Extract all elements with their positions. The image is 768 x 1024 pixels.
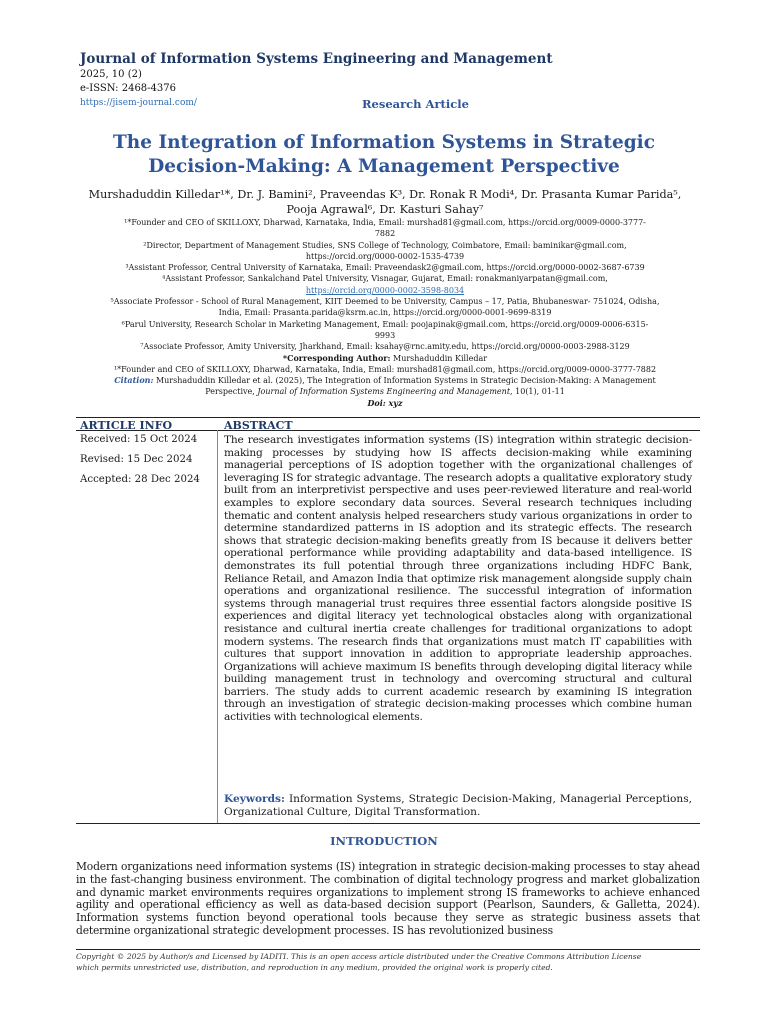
author-line: Murshaduddin Killedar¹*, Dr. J. Bamini², Praveendas K³, Dr. Ronak R Modi⁴, Dr. Prasanta Kumar Parida⁵,: [88, 188, 682, 201]
author-list: [80, 187, 690, 217]
article-info-heading: ARTICLE INFO: [80, 419, 173, 432]
affiliation-line: https://orcid.org/0000-0002-1535-4739: [305, 251, 465, 261]
footer-line: which permits unrestricted use, distribution, and reproduction in any medium, provided the original work is properly cited.: [76, 963, 553, 972]
accepted-date: Accepted: 28 Dec 2024: [80, 474, 200, 485]
affiliation-line: ⁵Associate Professor - School of Rural Management, KIIT Deemed to be University, Campus – 17, Patia, Bhubaneswar- 751024, Odisha,: [110, 297, 660, 307]
keywords-label: Keywords:: [224, 793, 285, 805]
affiliation-line: ²Director, Department of Management Studies, SNS College of Technology, Coimbatore, Email: baminikar@gmail.com,: [143, 240, 627, 250]
column-divider: [217, 430, 218, 823]
affiliation-line: ¹*Founder and CEO of SKILLOXY, Dharwad, Karnataka, India, Email: murshad81@gmail.com, https://orcid.org/0009-0000-3777-: [124, 218, 646, 227]
corresponding-label: *Corresponding Author:: [282, 352, 391, 363]
citation: [70, 375, 700, 386]
keywords-text: Information Systems, Strategic Decision-Making, Managerial Perceptions, Organizational Culture, Digital Transformation.: [224, 793, 692, 818]
affiliation-line: 7882: [374, 229, 396, 239]
corresponding-name: Murshaduddin Killedar: [390, 353, 488, 363]
citation-text: Perspective,: [205, 387, 258, 397]
orcid-link[interactable]: https://orcid.org/0000-0002-3598-8034: [305, 285, 465, 295]
journal-name: Journal of Information Systems Engineering and Management: [80, 51, 553, 67]
introduction-heading: INTRODUCTION: [330, 834, 438, 848]
introduction-text: Modern organizations need information systems (IS) integration in strategic decision-making processes to stay ahead in the fast-changing business environment. The combination of digital technology progress and market globalization and dynamic market environments requires organizations to implement strong IS frameworks to achieve enhanced agility and operational efficiency as well as data-based decision support (Pearlson, Saunders, & Galletta, 2024). Information systems function beyond operational tools because they serve as strategic business assets that determine organizational strategic development processes. IS has revolutionized business: [76, 861, 700, 937]
copyright-footer: [76, 951, 700, 973]
affiliation-line: 9993: [374, 330, 396, 340]
keywords: [224, 793, 692, 819]
affiliation-line: ³Assistant Professor, Central University of Karnataka, Email: Praveendask2@gmail.com, https://orcid.org/0000-0002-3687-6739: [125, 263, 645, 273]
issn: e-ISSN: 2468-4376: [80, 83, 176, 94]
journal-url-link[interactable]: https://jisem-journal.com/: [80, 98, 197, 108]
corresponding-affiliation: ¹*Founder and CEO of SKILLOXY, Dharwad, Karnataka, India, Email: murshad81@gmail.com, https://orcid.org/0009-0000-3777-7882: [113, 364, 657, 374]
footer-rule: [76, 949, 700, 950]
affiliation-line: ⁴Assistant Professor, Sankalchand Patel University, Visnagar, Gujarat, Email: ronakmaniyarpatan@gmail.com,: [162, 274, 608, 284]
affiliation-line: ⁶Parul University, Research Scholar in Marketing Management, Email: poojapinak@gmail.com, https://orcid.org/0009-0006-6315-: [121, 319, 649, 329]
abstract-text: The research investigates information systems (IS) integration within strategic decision-making processes by studying how IS affects decision-making while examining managerial perceptions of IS adoption together with the organizational challenges of leveraging IS for strategic advantage. The research adopts a qualitative exploratory study built from an interpretivist perspective and uses peer-reviewed literature and real-world examples to explore secondary data sources. Several research techniques including thematic and content analysis helped researchers study various organizations in order to determine standardized patterns in IS adoption and its strategic effects. The research shows that strategic decision-making benefits greatly from IS because it delivers better operational performance while providing adaptability and data-based intelligence. IS demonstrates its full potential through three organizations including HDFC Bank, Reliance Retail, and Amazon India that optimize risk management alongside supply chain operations and organizational resilience. The successful integration of information systems through managerial trust requires three essential factors alongside positive IS experiences and digital literacy yet technological obstacles along with organizational resistance and cultural inertia create challenges for traditional organizations to adopt modern systems. The research finds that organizations must match IT capabilities with cultures that support innovation in addition to appropriate leadership approaches. Organizations will achieve maximum IS benefits through developing digital literacy while building management trust in technology and overcoming structural and cultural barriers. The study adds to current academic research by examining IS integration through an investigation of strategic decision-making processes which combine human activities with technological elements.: [224, 434, 692, 724]
abstract-body: [224, 434, 692, 724]
affiliation-line: India, Email: Prasanta.parida@ksrm.ac.in, https://orcid.org/0000-0001-9699-8319: [218, 308, 552, 318]
title-line: Decision-Making: A Management Perspective: [148, 156, 620, 177]
bottom-rule: [76, 823, 700, 824]
received-date: Received: 15 Oct 2024: [80, 434, 198, 445]
citation-label: Citation:: [114, 375, 154, 386]
volume-issue: 2025, 10 (2): [80, 69, 142, 80]
revised-date: Revised: 15 Dec 2024: [80, 454, 193, 465]
abstract-heading: ABSTRACT: [224, 419, 293, 432]
citation-journal: Journal of Information Systems Engineering and Management: [257, 387, 511, 397]
citation-text: , 10(1), 01-11: [510, 387, 565, 397]
author-line: Pooja Agrawal⁶, Dr. Kasturi Sahay⁷: [286, 203, 484, 216]
top-rule: [76, 417, 700, 418]
affiliations: [70, 217, 700, 409]
citation-continued: [70, 386, 700, 397]
footer-line: Copyright © 2025 by Author/s and Licensed by IADITI. This is an open access article distributed under the Creative Commons Attribution License: [76, 952, 642, 961]
paper-title: [60, 131, 708, 179]
title-line: The Integration of Information Systems in Strategic: [113, 132, 655, 153]
citation-text: Murshaduddin Killedar et al. (2025), The Integration of Information Systems in Strategic Decision-Making: A Management: [153, 376, 656, 386]
doi: Doi: xyz: [367, 397, 403, 408]
affiliation-line: ⁷Associate Professor, Amity University, Jharkhand, Email: ksahay@rnc.amity.edu, https://orcid.org/0000-0003-2988-3129: [140, 342, 630, 352]
article-type: Research Article: [362, 97, 469, 111]
corresponding-author: [70, 353, 700, 364]
